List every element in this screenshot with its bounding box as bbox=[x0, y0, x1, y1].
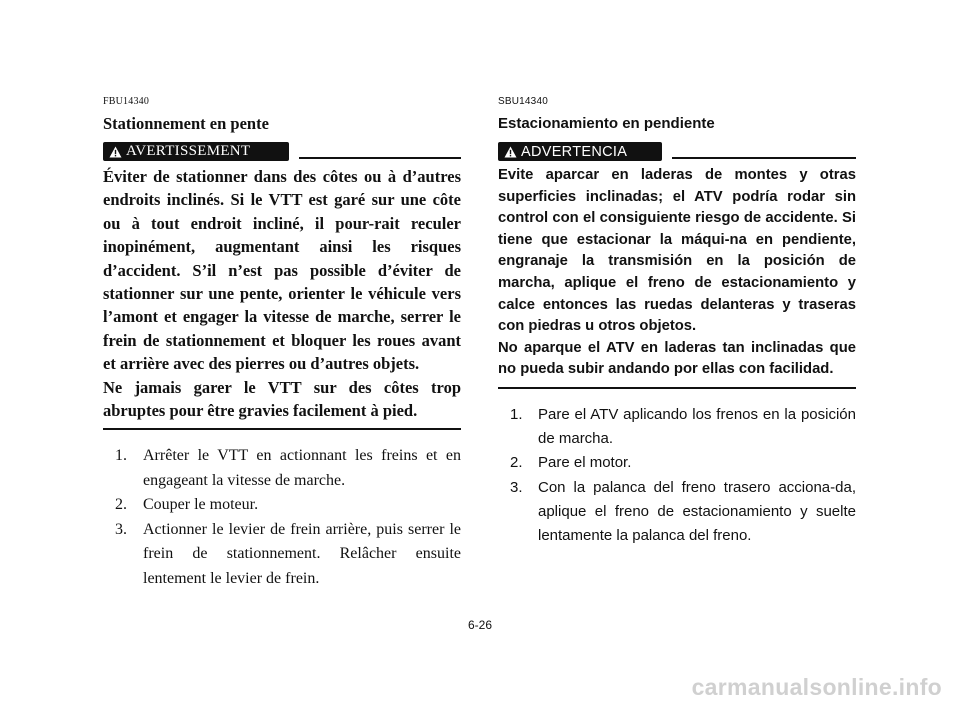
list-item bbox=[115, 444, 461, 493]
warning-end-rule bbox=[498, 387, 856, 389]
section-heading: Stationnement en pente bbox=[103, 114, 269, 133]
list-item bbox=[510, 451, 856, 475]
warning-text bbox=[498, 165, 856, 381]
step-number: 3. bbox=[510, 478, 523, 496]
step-text: Actionner le levier de frein arrière, puis serrer le frein de stationnement. Relâcher ensuite lentement le levier de frein. bbox=[143, 520, 461, 587]
section-heading: Estacionamiento en pendiente bbox=[498, 115, 715, 132]
warning-header bbox=[103, 137, 461, 161]
watermark: carmanualsonline.info bbox=[691, 674, 942, 700]
warning-paragraph: Éviter de stationner dans des côtes ou à d’autres endroits inclinés. Si le VTT est garé sur une côte ou à tout endroit incliné, il pour-rait reculer inopinément, augmentant ainsi les risques d’accident. S’il n’est pas possible d’éviter de stationner sur une pente, orienter le véhicule vers l’amont et engager la vitesse de marche, serrer le frein de stationnement et bloquer les roues avant et arrière avec des pierres ou d’autres objets. bbox=[103, 167, 461, 374]
step-number: 1. bbox=[115, 447, 127, 465]
warning-label: ADVERTENCIA bbox=[521, 143, 628, 160]
warning-paragraph: Evite aparcar en laderas de montes y otras superficies inclinadas; el ATV podría rodar sin control con el consiguiente riesgo de accidente. Si tiene que estacionar la máqui-na en pendiente, engranaje la transmisión en la posición de marcha, aplique el freno de estacionamiento y calce entonces las ruedas delanteras y traseras con piedras u otros objetos. bbox=[498, 167, 856, 335]
step-number: 1. bbox=[510, 405, 523, 423]
step-text: Arrêter le VTT en actionnant les freins et en engageant la vitesse de marche. bbox=[143, 447, 461, 489]
steps-list bbox=[498, 403, 856, 548]
list-item bbox=[510, 403, 856, 451]
warning-triangle-icon bbox=[504, 146, 517, 158]
warning-end-rule bbox=[103, 428, 461, 430]
step-text: Couper le moteur. bbox=[143, 496, 259, 514]
list-item bbox=[115, 518, 461, 592]
list-item bbox=[115, 493, 461, 518]
warning-triangle-icon bbox=[109, 146, 122, 158]
warning-paragraph: No aparque el ATV en laderas tan inclinadas que no pueda subir andando por ellas con facilidad. bbox=[498, 339, 856, 378]
warning-line bbox=[299, 157, 461, 159]
step-number: 2. bbox=[510, 454, 523, 472]
steps-list bbox=[103, 444, 461, 591]
list-item bbox=[510, 476, 856, 549]
warning-badge bbox=[103, 142, 289, 161]
warning-paragraph: Ne jamais garer le VTT sur des côtes trop abruptes pour être gravies facilement à pied. bbox=[103, 377, 461, 421]
step-text: Con la palanca del freno trasero acciona-da, aplique el freno de estacionamiento y suelte lentamente la palanca del freno. bbox=[538, 478, 856, 544]
warning-label: AVERTISSEMENT bbox=[126, 143, 251, 159]
step-text: Pare el motor. bbox=[538, 454, 632, 472]
page-number: 6-26 bbox=[467, 618, 493, 632]
step-number: 2. bbox=[115, 496, 127, 514]
section-code: SBU14340 bbox=[498, 96, 548, 107]
section-code: FBU14340 bbox=[103, 96, 150, 107]
warning-header bbox=[498, 137, 856, 161]
step-number: 3. bbox=[115, 520, 127, 538]
warning-badge bbox=[498, 142, 662, 161]
step-text: Pare el ATV aplicando los frenos en la posición de marcha. bbox=[538, 405, 856, 448]
warning-text bbox=[103, 165, 461, 422]
warning-line bbox=[672, 157, 856, 159]
french-column bbox=[103, 96, 461, 591]
spanish-column bbox=[498, 96, 856, 548]
